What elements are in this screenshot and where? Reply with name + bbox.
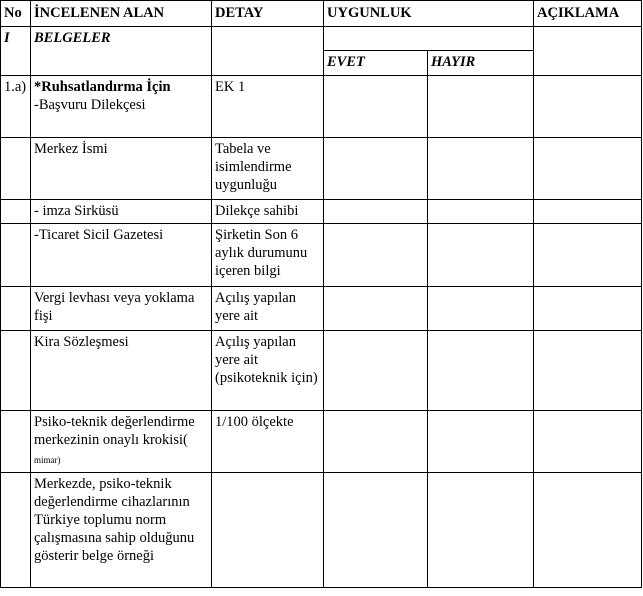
table-row bbox=[1, 224, 642, 287]
section-no: I bbox=[1, 27, 31, 76]
row-aciklama-cell bbox=[534, 411, 642, 473]
header-incelenen-alan: İNCELENEN ALAN bbox=[31, 1, 212, 27]
row-evet-cell bbox=[324, 331, 428, 411]
row-hayir-cell bbox=[428, 411, 534, 473]
row-detay: Açılış yapılan yere ait bbox=[212, 287, 324, 331]
row-alan: Vergi levhası veya yoklama fişi bbox=[31, 287, 212, 331]
section-title: BELGELER bbox=[31, 27, 212, 76]
subheader-hayir: HAYIR bbox=[428, 51, 534, 76]
row-hayir-cell bbox=[428, 287, 534, 331]
row-no bbox=[1, 138, 31, 200]
row-detay: Açılış yapılan yere ait (psikoteknik için) bbox=[212, 331, 324, 411]
header-row bbox=[1, 1, 642, 27]
row-hayir-cell bbox=[428, 138, 534, 200]
row-alan: Kira Sözleşmesi bbox=[31, 331, 212, 411]
section-uygunluk-cell bbox=[324, 27, 534, 51]
row-evet-cell bbox=[324, 224, 428, 287]
table-row bbox=[1, 138, 642, 200]
row-alan: - imza Sirküsü bbox=[31, 200, 212, 224]
header-uygunluk: UYGUNLUK bbox=[324, 1, 534, 27]
row-evet-cell bbox=[324, 76, 428, 138]
row-hayir-cell bbox=[428, 200, 534, 224]
row-hayir-cell bbox=[428, 473, 534, 588]
row-no bbox=[1, 287, 31, 331]
row-aciklama-cell bbox=[534, 138, 642, 200]
row-alan-text: Psiko-teknik değerlendirme merkezinin onaylı krokisi( bbox=[34, 414, 195, 448]
row-aciklama-cell bbox=[534, 76, 642, 138]
row-alan-heading: *Ruhsatlandırma İçin bbox=[34, 79, 171, 95]
row-evet-cell bbox=[324, 138, 428, 200]
row-detay: Tabela ve isimlendirme uygunluğu bbox=[212, 138, 324, 200]
header-aciklama: AÇIKLAMA bbox=[534, 1, 642, 27]
row-no: 1.a) bbox=[1, 76, 31, 138]
row-evet-cell bbox=[324, 200, 428, 224]
table-row bbox=[1, 411, 642, 473]
row-evet-cell bbox=[324, 287, 428, 331]
row-detay: Şirketin Son 6 aylık durumunu içeren bilgi bbox=[212, 224, 324, 287]
row-no bbox=[1, 411, 31, 473]
row-detay: 1/100 ölçekte bbox=[212, 411, 324, 473]
row-hayir-cell bbox=[428, 76, 534, 138]
row-alan bbox=[31, 76, 212, 138]
row-no bbox=[1, 473, 31, 588]
table-row bbox=[1, 331, 642, 411]
row-alan-text: -Başvuru Dilekçesi bbox=[34, 97, 146, 113]
row-alan bbox=[31, 411, 212, 473]
row-no bbox=[1, 224, 31, 287]
row-alan-note: mimar) bbox=[34, 455, 61, 465]
table-row bbox=[1, 473, 642, 588]
row-aciklama-cell bbox=[534, 331, 642, 411]
row-alan: -Ticaret Sicil Gazetesi bbox=[31, 224, 212, 287]
header-detay: DETAY bbox=[212, 1, 324, 27]
section-aciklama-cell bbox=[534, 27, 642, 76]
row-detay bbox=[212, 473, 324, 588]
row-hayir-cell bbox=[428, 224, 534, 287]
table-row bbox=[1, 200, 642, 224]
row-alan: Merkez İsmi bbox=[31, 138, 212, 200]
row-aciklama-cell bbox=[534, 287, 642, 331]
section-row bbox=[1, 27, 642, 51]
table-row bbox=[1, 287, 642, 331]
header-no: No bbox=[1, 1, 31, 27]
row-no bbox=[1, 331, 31, 411]
row-aciklama-cell bbox=[534, 200, 642, 224]
table-row bbox=[1, 76, 642, 138]
row-alan: Merkezde, psiko-teknik değerlendirme cihazlarının Türkiye toplumu norm çalışmasına sahip olduğunu gösterir belge örneği bbox=[31, 473, 212, 588]
row-detay: Dilekçe sahibi bbox=[212, 200, 324, 224]
row-hayir-cell bbox=[428, 331, 534, 411]
row-evet-cell bbox=[324, 411, 428, 473]
subheader-evet: EVET bbox=[324, 51, 428, 76]
row-evet-cell bbox=[324, 473, 428, 588]
row-no bbox=[1, 200, 31, 224]
row-detay: EK 1 bbox=[212, 76, 324, 138]
row-aciklama-cell bbox=[534, 224, 642, 287]
section-detay-cell bbox=[212, 27, 324, 76]
row-aciklama-cell bbox=[534, 473, 642, 588]
